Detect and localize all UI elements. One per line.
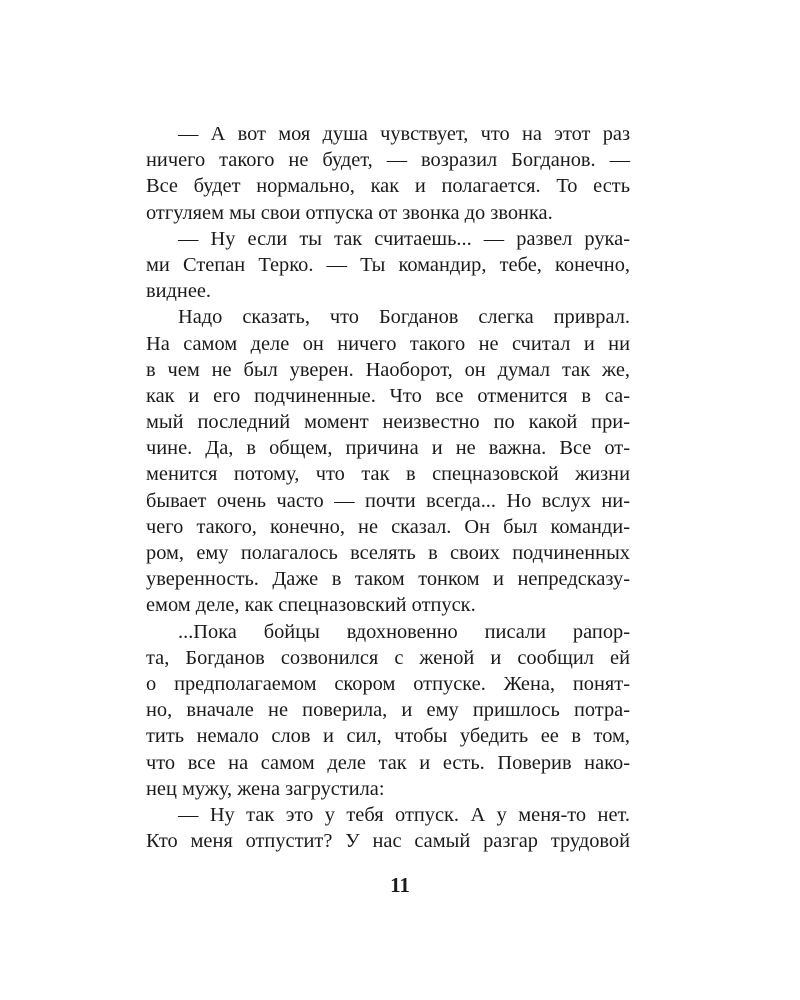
body-text — [146, 121, 630, 854]
text-line: — А вот моя душа чувствует, что на этот раз — [178, 123, 630, 145]
text-line: чего такого, конечно, не сказал. Он был команди- — [146, 515, 630, 538]
text-line: отгуляем мы свои отпуска от звонка до звонка. — [146, 201, 553, 224]
text-line: ...Пока бойцы вдохновенно писали рапор- — [178, 620, 630, 643]
text-line: мый последний момент неизвестно по какой при- — [146, 411, 630, 434]
text-line: На самом деле он ничего такого не считал и ни — [146, 332, 630, 355]
text-line: ми Степан Терко. — Ты командир, тебе, конечно, — [146, 253, 630, 276]
text-line: но, вначале не поверила, и ему пришлось потра- — [146, 699, 630, 722]
text-line: менится потому, что так в спецназовской жизни — [146, 463, 630, 486]
text-line: в чем не был уверен. Наоборот, он думал так же, — [146, 358, 630, 381]
text-line: Кто меня отпустит? У нас самый разгар трудовой — [146, 830, 630, 853]
text-line: уверенность. Даже в таком тонком и непредсказу- — [146, 568, 630, 591]
text-line: что все на самом деле так и есть. Поверив нако- — [146, 751, 630, 774]
text-line: Надо сказать, что Богданов слегка приврал. — [178, 306, 630, 329]
text-line: бывает очень часто — почти всегда... Но вслух ни- — [146, 489, 630, 512]
text-line: емом деле, как спецназовский отпуск. — [146, 594, 476, 617]
text-line: — Ну так это у тебя отпуск. А у меня-то нет. — [178, 803, 630, 826]
text-line: — Ну если ты так считаешь... — развел рука- — [178, 227, 630, 250]
text-line: ничего такого не будет, — возразил Богданов. — — [146, 149, 630, 172]
text-line: чине. Да, в общем, причина и не важна. Все от- — [146, 437, 630, 460]
text-line: та, Богданов созвонился с женой и сообщил ей — [146, 646, 630, 669]
text-line: тить немало слов и сил, чтобы убедить ее в том, — [146, 725, 630, 748]
text-line: Все будет нормально, как и полагается. То есть — [146, 175, 630, 198]
page-number: 11 — [390, 873, 410, 897]
text-line: ром, ему полагалось вселять в своих подчиненных — [146, 542, 630, 564]
text-line: нец мужу, жена загрустила: — [146, 777, 385, 800]
text-line: о предполагаемом скором отпуске. Жена, понят- — [146, 672, 630, 695]
text-line: виднее. — [146, 280, 212, 303]
text-line: как и его подчиненные. Что все отменится в са- — [146, 384, 630, 407]
